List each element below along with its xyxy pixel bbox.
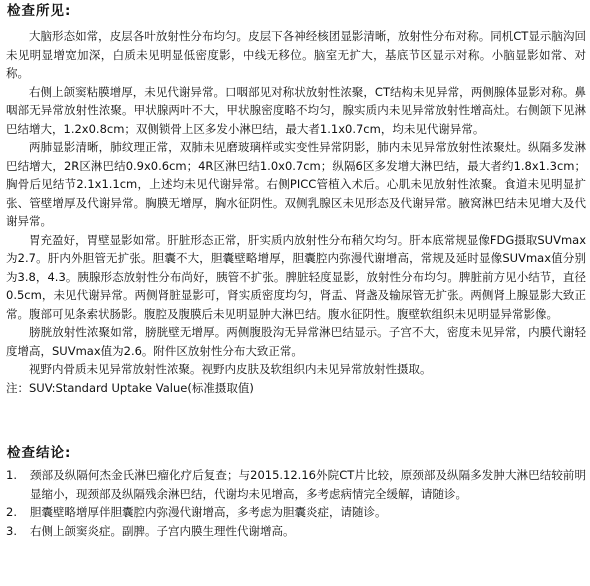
findings-section (6, 27, 586, 397)
conclusion-text: 胆囊壁略增厚伴胆囊腔内弥漫代谢增高，多考虑为胆囊炎症，请随诊。 (30, 505, 387, 519)
findings-paragraph-pelvis: 膀胱放射性浓聚如常，膀胱壁无增厚。两侧腹股沟无异常淋巴结显示。子宫不大，密度未见异常，内膜代谢轻度增高，SUVmax值为2.6。附件区放射性分布大致正常。 (6, 325, 586, 358)
findings-paragraph-chest: 两肺显影清晰，肺纹理正常，双肺未见磨玻璃样或实变性异常阴影，肺内未见异常放射性浓聚灶。纵隔多发淋巴结增大，2R区淋巴结0.9x0.6cm；4R区淋巴结1.0x0.7cm；纵隔6区多发增大淋巴结，最大者约1.8x1.3cm；胸骨后见结节2.1x1.1cm，上述均未见代谢异常。右侧PICC管植入术后。心肌未见放射性浓聚。食道未见明显扩张、管壁增厚及代谢异常。胸膜无增厚，胸水征阴性。双侧乳腺区未见形态及代谢异常。腋窝淋巴结未见增大及代谢异常。 (6, 140, 586, 228)
conclusion-number: 1. (6, 468, 17, 482)
conclusion-item (6, 466, 586, 503)
conclusion-item (6, 522, 586, 541)
findings-paragraph-bone-skin: 视野内骨质未见异常放射性浓聚。视野内皮肤及软组织内未见异常放射性摄取。 (29, 362, 432, 376)
findings-heading: 检查所见: (7, 3, 72, 19)
findings-paragraph-brain: 大脑形态如常，皮层各叶放射性分布均匀。皮层下各神经核团显影清晰，放射性分布对称。同机CT显示脑沟回未见明显增宽加深，白质未见明显低密度影，中线无移位。脑室无扩大，基底节区显示对称。小脑显影如常、对称。 (6, 29, 586, 80)
findings-paragraph-abdomen: 胃充盈好，胃壁显影如常。肝脏形态正常，肝实质内放射性分布稍欠均匀。肝本底常规显像FDG摄取SUVmax为2.7。肝内外胆管无扩张。胆囊不大，胆囊壁略增厚，胆囊腔内弥漫代谢增高，常规及延时显像SUVmax值分别为3.8，4.3。胰腺形态放射性分布尚好，胰管不扩张。脾脏轻度显影，放射性分布均匀。脾脏前方见小结节，直径0.5cm，未见代谢异常。两侧肾脏显影可，肾实质密度均匀，肾盂、肾盏及输尿管无扩张。两侧肾上腺显影大致正常。腹部可见条索状肠影。腹腔及腹膜后未见明显肿大淋巴结。腹水征阴性。腹壁软组织未见明显异常影像。 (6, 232, 586, 321)
conclusion-number: 2. (6, 505, 17, 519)
conclusion-text: 右侧上颌窦炎症。副脾。子宫内膜生理性代谢增高。 (30, 523, 295, 538)
conclusion-heading: 检查结论: (7, 445, 72, 461)
suv-note: 注：SUV:Standard Uptake Value(标准摄取值) (6, 380, 254, 395)
conclusion-list (6, 466, 586, 540)
conclusion-item (6, 503, 586, 522)
conclusion-number: 3. (6, 523, 17, 538)
findings-paragraph-head-neck: 右侧上颌窦粘膜增厚，未见代谢异常。口咽部见对称状放射性浓聚，CT结构未见异常，两侧腺体显影对称。鼻咽部无异常放射性浓聚。甲状腺两叶不大，甲状腺密度略不均匀，腺实质内未见异常放射性增高灶。右侧颌下见淋巴结增大，1.2x0.8cm；双侧锁骨上区多发小淋巴结，最大者1.1x0.7cm，均未见代谢异常。 (6, 84, 586, 136)
conclusion-text: 颈部及纵隔何杰金氏淋巴瘤化疗后复查；与2015.12.16外院CT片比较，原颈部及纵隔多发肿大淋巴结较前明显缩小，现颈部及纵隔残余淋巴结，代谢均未见增高，多考虑病情完全缓解，请随诊。 (30, 468, 586, 501)
